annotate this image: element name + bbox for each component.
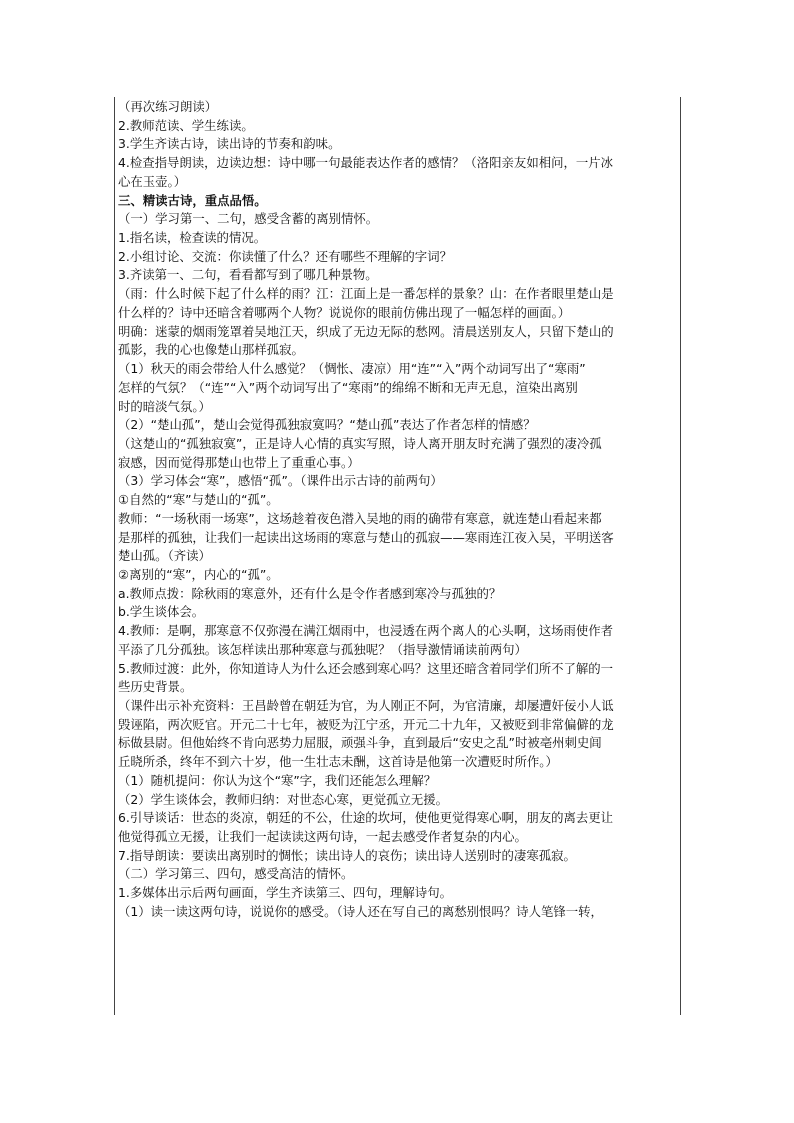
text-line: 4.检查指导朗读，边读边想：诗中哪一句最能表达作者的感情？（洛阳亲友如相问，一片冰: [118, 155, 614, 171]
text-line: （二）学习第三、四句，感受高洁的情怀。: [118, 866, 354, 882]
text-line: （1）秋天的雨会带给人什么感觉？（惆怅、凄凉）用“连”“入”两个动词写出了“寒雨”: [118, 361, 586, 377]
text-line: 1.多媒体出示后两句画面，学生齐读第三、四句，理解诗句。: [118, 885, 452, 901]
text-line: 怎样的气氛？（“连”“入”两个动词写出了“寒雨”的绵绵不断和无声无息，渲染出离别: [118, 379, 578, 395]
text-line: 寂感，因而觉得那楚山也带上了重重心事。）: [118, 454, 360, 470]
text-line: 7.指导朗读：要读出离别时的惆怅；读出诗人的哀伤；读出诗人送别时的凄寒孤寂。: [118, 847, 576, 863]
table-right-border: [680, 97, 681, 1015]
text-line: b.学生谈体会。: [118, 604, 205, 620]
text-line: （2）学生谈体会，教师归纳：对世态心寒，更觉孤立无援。: [118, 791, 449, 807]
text-line: （1）随机提问：你认为这个“寒”字，我们还能怎么理解？: [118, 772, 437, 788]
text-line: 他觉得孤立无援，让我们一起读读这两句诗，一起去感受作者复杂的内心。: [118, 829, 527, 845]
text-line: 3.齐读第一、二句，看看都写到了哪几种景物。: [118, 267, 378, 283]
text-line: 孤影，我的心也像楚山那样孤寂。: [118, 342, 304, 358]
table-left-border: [114, 97, 115, 1015]
text-line: ②离别的“寒”，内心的“孤”。: [118, 566, 279, 582]
text-line: （再次练习朗读）: [118, 99, 218, 114]
text-line: 些历史背景。: [118, 679, 193, 695]
text-line: 毁诬陷，两次贬官。开元二十七年，被贬为江宁丞，开元二十九年，又被贬到非常偏僻的龙: [118, 716, 614, 732]
text-line: 教师：“一场秋雨一场寒”，这场趁着夜色潜入吴地的雨的确带有寒意，就连楚山看起来都: [118, 510, 602, 526]
text-line: 6.引导谈话：世态的炎凉，朝廷的不公，仕途的坎坷，使他更觉得寒心啊，朋友的离去更让: [118, 810, 614, 826]
text-line: 心在玉壶。）: [118, 173, 187, 189]
text-line: 5.教师过渡：此外，你知道诗人为什么还会感到寒心吗？这里还暗含着同学们所不了解的一: [118, 660, 614, 676]
text-line: 标做县尉。但他始终不肯向恶势力屈服，顽强斗争，直到最后“安史之乱”时被亳州刺史闾: [118, 735, 602, 751]
text-line: 是那样的孤独，让我们一起读出这场雨的寒意与楚山的孤寂——寒雨连江夜入吴，平明送客: [118, 529, 614, 545]
text-line: （3）学习体会“寒”，感悟“孤”。（课件出示古诗的前两句）: [118, 473, 443, 489]
text-line: 什么样的？诗中还暗含着哪两个人物？说说你的眼前仿佛出现了一幅怎样的画面。）: [118, 304, 571, 320]
text-line: 2.小组讨论、交流：你读懂了什么？还有哪些不理解的字词？: [118, 248, 452, 264]
text-line: 楚山孤。（齐读）: [118, 548, 211, 564]
text-line: 4.教师：是啊，那寒意不仅弥漫在满江烟雨中，也浸透在两个离人的心头啊，这场雨使作者: [118, 623, 614, 639]
text-line: 丘晓所杀，终年不到六十岁，他一生壮志未酬，这首诗是他第一次遭贬时所作。）: [118, 754, 558, 770]
text-line: （1）读一读这两句诗，说说你的感受。（诗人还在写自己的离愁别恨吗？诗人笔锋一转，: [118, 903, 603, 919]
table-cell-content: [118, 98, 676, 922]
text-line: （雨：什么时候下起了什么样的雨？江：江面上是一番怎样的景象？山：在作者眼里楚山是: [118, 286, 614, 302]
text-line: a.教师点拨：除秋雨的寒意外，还有什么是令作者感到寒冷与孤独的？: [118, 585, 502, 601]
text-line: 时的暗淡气氛。）: [118, 398, 211, 414]
text-line: （课件出示补充资料：王昌龄曾在朝廷为官，为人刚正不阿，为官清廉，却屡遭奸佞小人诋: [118, 698, 614, 713]
text-line: （2）“楚山孤”，楚山会觉得孤独寂寞吗？“楚山孤”表达了作者怎样的情感？: [118, 417, 536, 433]
text-line: 2.教师范读、学生练读。: [118, 117, 254, 133]
text-line: 明确：迷蒙的烟雨笼罩着吴地江天，织成了无边无际的愁网。清晨送别友人，只留下楚山的: [118, 323, 614, 339]
text-line: 3.学生齐读古诗，读出诗的节奏和韵味。: [118, 136, 341, 152]
text-line: （这楚山的“孤独寂寞”，正是诗人心情的真实写照，诗人离开朋友时充满了强烈的凄冷孤: [118, 435, 602, 451]
text-line: 平添了几分孤独。该怎样读出那种寒意与孤独呢？（指导激情诵读前两句）: [118, 641, 527, 657]
text-line: 1.指名读，检查读的情况。: [118, 230, 267, 246]
text-line: ①自然的“寒”与楚山的“孤”。: [118, 492, 279, 508]
text-line: （一）学习第一、二句，感受含蓄的离别情怀。: [118, 211, 379, 227]
section-heading: 三、精读古诗，重点品悟。: [118, 192, 267, 208]
